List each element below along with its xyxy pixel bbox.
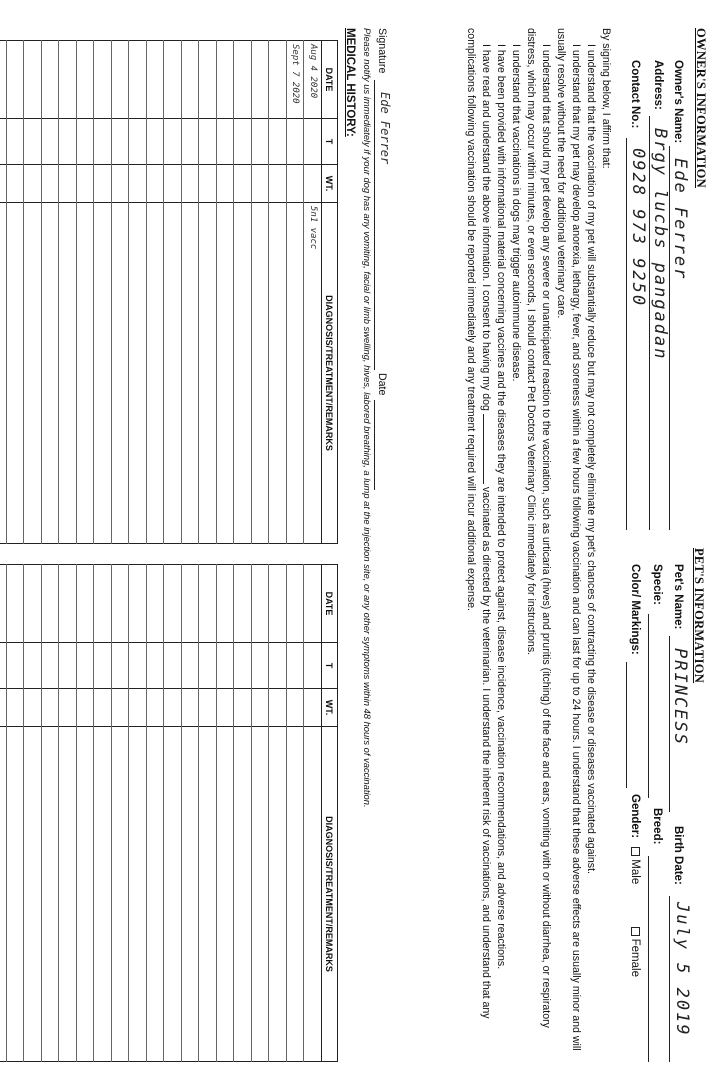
- birth-date-line: [669, 896, 670, 1062]
- medical-history-table-right: [0, 564, 338, 1062]
- table-row: [24, 41, 42, 544]
- right-empty-rows: [0, 565, 322, 1062]
- table-cell[interactable]: [217, 203, 235, 544]
- table-cell[interactable]: [304, 727, 322, 1062]
- pet-name-label: Pet's Name:: [672, 564, 684, 630]
- table-row: [94, 41, 112, 544]
- table-cell[interactable]: [234, 727, 252, 1062]
- table-cell[interactable]: [42, 727, 60, 1062]
- medical-history-table-left: [0, 40, 338, 544]
- table-cell[interactable]: [182, 41, 200, 119]
- table-cell[interactable]: [94, 565, 112, 643]
- table-row: [234, 41, 252, 544]
- table-cell[interactable]: [7, 41, 25, 119]
- table-cell[interactable]: [112, 643, 130, 689]
- col-wt-header: WT.: [322, 689, 338, 727]
- table-cell[interactable]: [304, 643, 322, 689]
- table-cell[interactable]: [112, 165, 130, 203]
- table-cell[interactable]: [24, 643, 42, 689]
- table-cell[interactable]: [59, 565, 77, 643]
- table-row: [112, 41, 130, 544]
- table-cell[interactable]: [94, 203, 112, 544]
- table-cell[interactable]: [269, 203, 287, 544]
- table-cell[interactable]: [129, 643, 147, 689]
- table-cell[interactable]: [269, 565, 287, 643]
- gender-label: [629, 794, 641, 977]
- table-cell[interactable]: [129, 165, 147, 203]
- gender-label-text: Gender:: [629, 794, 641, 839]
- table-cell[interactable]: [287, 565, 305, 643]
- consent-paragraph-1: I understand that the vaccination of my pet will substantially reduce but may not completely eliminate my pet's chances of contracting the disease or diseases vaccinated against.: [585, 44, 597, 874]
- table-cell[interactable]: [42, 565, 60, 643]
- signature-line[interactable]: [374, 80, 375, 370]
- consent-paragraph-4: I understand that vaccinations in dogs may trigger autoimmune disease.: [510, 44, 522, 382]
- contact-line: [626, 138, 627, 530]
- table-cell[interactable]: [42, 689, 60, 727]
- table-cell[interactable]: [129, 119, 147, 165]
- table-cell[interactable]: [94, 689, 112, 727]
- table-cell[interactable]: [164, 689, 182, 727]
- col-t-header: T: [322, 643, 338, 689]
- table-row: [147, 41, 165, 544]
- table-cell[interactable]: [304, 565, 322, 643]
- table-cell[interactable]: [59, 727, 77, 1062]
- owner-name-label: Owner's Name:: [672, 60, 684, 144]
- table-cell[interactable]: [269, 165, 287, 203]
- table-cell[interactable]: [164, 565, 182, 643]
- table-row: [0, 41, 7, 544]
- table-cell[interactable]: [7, 565, 25, 643]
- color-markings-line: [626, 662, 627, 788]
- table-cell[interactable]: [129, 727, 147, 1062]
- table-cell[interactable]: [234, 41, 252, 119]
- table-cell[interactable]: [199, 689, 217, 727]
- table-cell[interactable]: [182, 565, 200, 643]
- table-cell[interactable]: [94, 643, 112, 689]
- table-row: [182, 565, 200, 1062]
- table-row: [147, 565, 165, 1062]
- table-cell[interactable]: [182, 119, 200, 165]
- table-cell[interactable]: [0, 119, 7, 165]
- contact-value: 0928 973 9250: [628, 148, 648, 308]
- table-cell[interactable]: [129, 203, 147, 544]
- entry-date[interactable]: Sept 7 2020: [287, 41, 305, 119]
- table-cell[interactable]: [164, 643, 182, 689]
- table-cell[interactable]: [287, 165, 305, 203]
- table-cell[interactable]: [59, 165, 77, 203]
- pet-name-value: PRINCESS: [670, 648, 690, 746]
- table-row: [42, 565, 60, 1062]
- table-cell[interactable]: [24, 203, 42, 544]
- table-cell[interactable]: [182, 689, 200, 727]
- table-cell[interactable]: [147, 41, 165, 119]
- table-cell[interactable]: [24, 689, 42, 727]
- table-cell[interactable]: [7, 203, 25, 544]
- table-cell[interactable]: [234, 565, 252, 643]
- table-cell[interactable]: [234, 689, 252, 727]
- table-row: [269, 41, 287, 544]
- table-cell[interactable]: [252, 689, 270, 727]
- table-cell[interactable]: [304, 119, 322, 165]
- col-t-header: T: [322, 119, 338, 165]
- table-cell[interactable]: [217, 689, 235, 727]
- table-cell[interactable]: [199, 727, 217, 1062]
- specie-label: Specie:: [651, 564, 663, 605]
- table-cell[interactable]: [147, 565, 165, 643]
- table-cell[interactable]: [77, 165, 95, 203]
- table-cell[interactable]: [59, 41, 77, 119]
- table-row: [112, 565, 130, 1062]
- table-cell[interactable]: [164, 41, 182, 119]
- table-cell[interactable]: [147, 165, 165, 203]
- table-row: [304, 565, 322, 1062]
- table-cell[interactable]: [217, 565, 235, 643]
- table-cell[interactable]: [112, 727, 130, 1062]
- table-cell[interactable]: [252, 565, 270, 643]
- table-row: [129, 565, 147, 1062]
- table-cell[interactable]: [199, 165, 217, 203]
- breed-label: Breed:: [651, 808, 663, 845]
- table-cell[interactable]: [234, 119, 252, 165]
- table-cell[interactable]: [42, 119, 60, 165]
- col-date-header: DATE: [322, 565, 338, 643]
- table-cell[interactable]: [164, 165, 182, 203]
- birth-date-label: Birth Date:: [672, 826, 684, 885]
- date-line[interactable]: [374, 400, 375, 490]
- table-cell[interactable]: [0, 643, 7, 689]
- table-cell[interactable]: [42, 165, 60, 203]
- table-cell[interactable]: [42, 203, 60, 544]
- table-cell[interactable]: [287, 727, 305, 1062]
- entry-date[interactable]: Aug 4 2020: [304, 41, 322, 119]
- table-cell[interactable]: [217, 165, 235, 203]
- left-empty-rows: [0, 41, 287, 544]
- table-cell[interactable]: [77, 689, 95, 727]
- table-cell[interactable]: [112, 565, 130, 643]
- table-cell[interactable]: [269, 689, 287, 727]
- table-cell[interactable]: [234, 165, 252, 203]
- table-cell[interactable]: [112, 203, 130, 544]
- table-cell[interactable]: [24, 727, 42, 1062]
- table-cell[interactable]: [287, 119, 305, 165]
- table-row: [217, 565, 235, 1062]
- table-cell[interactable]: [234, 643, 252, 689]
- table-cell[interactable]: [59, 119, 77, 165]
- table-cell[interactable]: [287, 643, 305, 689]
- male-label: Male: [629, 859, 641, 885]
- table-cell[interactable]: [217, 727, 235, 1062]
- table-cell[interactable]: [59, 203, 77, 544]
- table-cell[interactable]: [269, 727, 287, 1062]
- table-cell[interactable]: [147, 727, 165, 1062]
- table-cell[interactable]: [217, 41, 235, 119]
- table-row: [7, 565, 25, 1062]
- table-cell[interactable]: [269, 643, 287, 689]
- table-cell[interactable]: [129, 41, 147, 119]
- table-cell[interactable]: [0, 689, 7, 727]
- table-cell[interactable]: [182, 165, 200, 203]
- entry-diagnosis[interactable]: 5n1 vacc: [304, 203, 322, 544]
- table-cell[interactable]: [24, 565, 42, 643]
- consent-p6b: vaccinated as directed by the veterinarian. I understand the inherent risk of vaccinations, and understand that any complications following vaccination should be reported immediately and any treatment required will incur additional expense.: [465, 28, 492, 1019]
- table-cell[interactable]: [42, 643, 60, 689]
- col-diagnosis-header: DIAGNOSIS/TREATMENT/REMARKS: [322, 727, 338, 1062]
- table-cell[interactable]: [24, 165, 42, 203]
- table-cell[interactable]: [147, 203, 165, 544]
- table-cell[interactable]: [7, 727, 25, 1062]
- owner-section-title: OWNER'S INFORMATION: [694, 28, 708, 188]
- owner-name-value: Ede Ferrer: [670, 158, 690, 281]
- table-cell[interactable]: [24, 41, 42, 119]
- table-cell[interactable]: [252, 643, 270, 689]
- table-cell[interactable]: [252, 119, 270, 165]
- table-cell[interactable]: [287, 689, 305, 727]
- consent-paragraph-2: I understand that my pet may develop anorexia, lethargy, fever, and soreness within a few hours following vaccination and can last for up to 24 hours. I understand that these adverse effects are usually minor and will usually resolve without the need for additional veterinary care.: [555, 28, 582, 1051]
- consent-paragraph-5: I have been provided with informational material concerning vaccines and the diseases they are intended to protect against, disease incidence, vaccination recommendations, and adverse reactions.: [495, 44, 507, 970]
- table-cell[interactable]: [94, 165, 112, 203]
- table-cell[interactable]: [112, 119, 130, 165]
- table-cell[interactable]: [77, 727, 95, 1062]
- table-row: [217, 41, 235, 544]
- female-checkbox[interactable]: [631, 927, 640, 936]
- table-cell[interactable]: [252, 727, 270, 1062]
- table-row: [24, 565, 42, 1062]
- table-row: [252, 41, 270, 544]
- address-label: Address:: [652, 60, 664, 110]
- consent-intro: By signing below, I affirm that:: [600, 28, 612, 169]
- table-cell[interactable]: [182, 203, 200, 544]
- consent-paragraph-6: [463, 28, 493, 1062]
- table-cell[interactable]: [269, 41, 287, 119]
- table-row: [0, 565, 7, 1062]
- table-row: [287, 565, 305, 1062]
- notice-text: Please notify us immediately if your dog has any vomiting, facial or limb swelling, hives, labored breathing, a lump at the injection site, or any other symptoms within 48 hours of vaccination.: [362, 28, 373, 808]
- table-cell[interactable]: [59, 689, 77, 727]
- table-cell[interactable]: [164, 727, 182, 1062]
- table-cell[interactable]: [7, 643, 25, 689]
- table-row: [164, 565, 182, 1062]
- medical-history-title: MEDICAL HISTORY:: [344, 28, 356, 137]
- table-cell[interactable]: [269, 119, 287, 165]
- breed-line: [648, 856, 649, 1062]
- table-header: [322, 565, 338, 1062]
- table-cell[interactable]: [77, 41, 95, 119]
- signature-label: Signature: [376, 28, 388, 74]
- table-cell[interactable]: [164, 203, 182, 544]
- table-row: [77, 41, 95, 544]
- table-cell[interactable]: [112, 689, 130, 727]
- table-cell[interactable]: [42, 41, 60, 119]
- specie-line: [648, 614, 649, 798]
- table-cell[interactable]: [0, 41, 7, 119]
- col-date-header: DATE: [322, 41, 338, 119]
- dog-name-blank[interactable]: [483, 414, 484, 484]
- table-cell[interactable]: [94, 119, 112, 165]
- table-row: [269, 565, 287, 1062]
- table-row: [234, 565, 252, 1062]
- table-cell[interactable]: [199, 203, 217, 544]
- table-row: [252, 565, 270, 1062]
- male-checkbox[interactable]: [631, 847, 640, 856]
- table-cell[interactable]: [129, 565, 147, 643]
- table-row: [164, 41, 182, 544]
- color-markings-label: Color/ Markings:: [629, 564, 641, 655]
- signature-value: Ede Ferrer: [378, 92, 392, 165]
- table-cell[interactable]: [147, 689, 165, 727]
- pet-section-title: PET'S INFORMATION: [692, 548, 706, 684]
- table-row: [199, 41, 217, 544]
- table-cell[interactable]: [182, 727, 200, 1062]
- table-cell[interactable]: [199, 41, 217, 119]
- table-cell[interactable]: [7, 165, 25, 203]
- table-row: [287, 41, 305, 544]
- table-row: [7, 41, 25, 544]
- table-cell[interactable]: [7, 689, 25, 727]
- female-label: Female: [629, 938, 641, 977]
- table-row: [129, 41, 147, 544]
- table-header: [322, 41, 338, 544]
- table-row: [182, 41, 200, 544]
- table-cell[interactable]: [252, 41, 270, 119]
- table-cell[interactable]: [94, 41, 112, 119]
- table-cell[interactable]: [112, 41, 130, 119]
- table-cell[interactable]: [147, 119, 165, 165]
- birth-date-value: July 5 2019: [672, 902, 692, 1037]
- table-cell[interactable]: [199, 119, 217, 165]
- table-cell[interactable]: [77, 643, 95, 689]
- table-row: [59, 41, 77, 544]
- table-cell[interactable]: [77, 119, 95, 165]
- table-cell[interactable]: [77, 203, 95, 544]
- table-cell[interactable]: [7, 119, 25, 165]
- table-cell[interactable]: [217, 643, 235, 689]
- table-row: [59, 565, 77, 1062]
- table-cell[interactable]: [182, 643, 200, 689]
- table-cell[interactable]: [0, 203, 7, 544]
- table-cell[interactable]: [94, 727, 112, 1062]
- table-cell[interactable]: [234, 203, 252, 544]
- table-cell[interactable]: [129, 689, 147, 727]
- table-cell[interactable]: [24, 119, 42, 165]
- table-cell[interactable]: [0, 165, 7, 203]
- address-value: Brgy lucbs pangadan: [650, 128, 670, 361]
- table-cell[interactable]: [252, 203, 270, 544]
- table-cell[interactable]: [164, 119, 182, 165]
- table-cell[interactable]: [252, 165, 270, 203]
- table-cell[interactable]: [77, 565, 95, 643]
- table-row: [42, 41, 60, 544]
- col-diagnosis-header: DIAGNOSIS/TREATMENT/REMARKS: [322, 203, 338, 544]
- table-cell[interactable]: [199, 643, 217, 689]
- table-cell[interactable]: [0, 565, 7, 643]
- table-cell[interactable]: [59, 643, 77, 689]
- table-row: [304, 41, 322, 544]
- consent-p6a: I have read and understand the above information. I consent to having my dog: [480, 44, 492, 411]
- table-cell[interactable]: [0, 727, 7, 1062]
- col-wt-header: WT.: [322, 165, 338, 203]
- table-row: [77, 565, 95, 1062]
- table-row: [199, 565, 217, 1062]
- table-cell[interactable]: [217, 119, 235, 165]
- table-cell[interactable]: [199, 565, 217, 643]
- table-cell[interactable]: [304, 689, 322, 727]
- contact-label: Contact No.:: [629, 60, 641, 129]
- table-cell[interactable]: [304, 165, 322, 203]
- table-row: [94, 565, 112, 1062]
- date-label: Date: [376, 373, 388, 396]
- table-cell[interactable]: [147, 643, 165, 689]
- consent-text: [463, 28, 613, 1062]
- consent-paragraph-3: I understand that should my pet develop any severe or unanticipated reaction to the vaccination, such as urticaria (hives) and pruritis (itching) of the face and ears, vomiting with or without diarrhea, or respiratory distress, which may occur within minutes, or even seconds, I should contact Pet Doctors Veterinary Clinic immediately for instructions.: [525, 28, 552, 1028]
- entry-diagnosis[interactable]: [287, 203, 305, 544]
